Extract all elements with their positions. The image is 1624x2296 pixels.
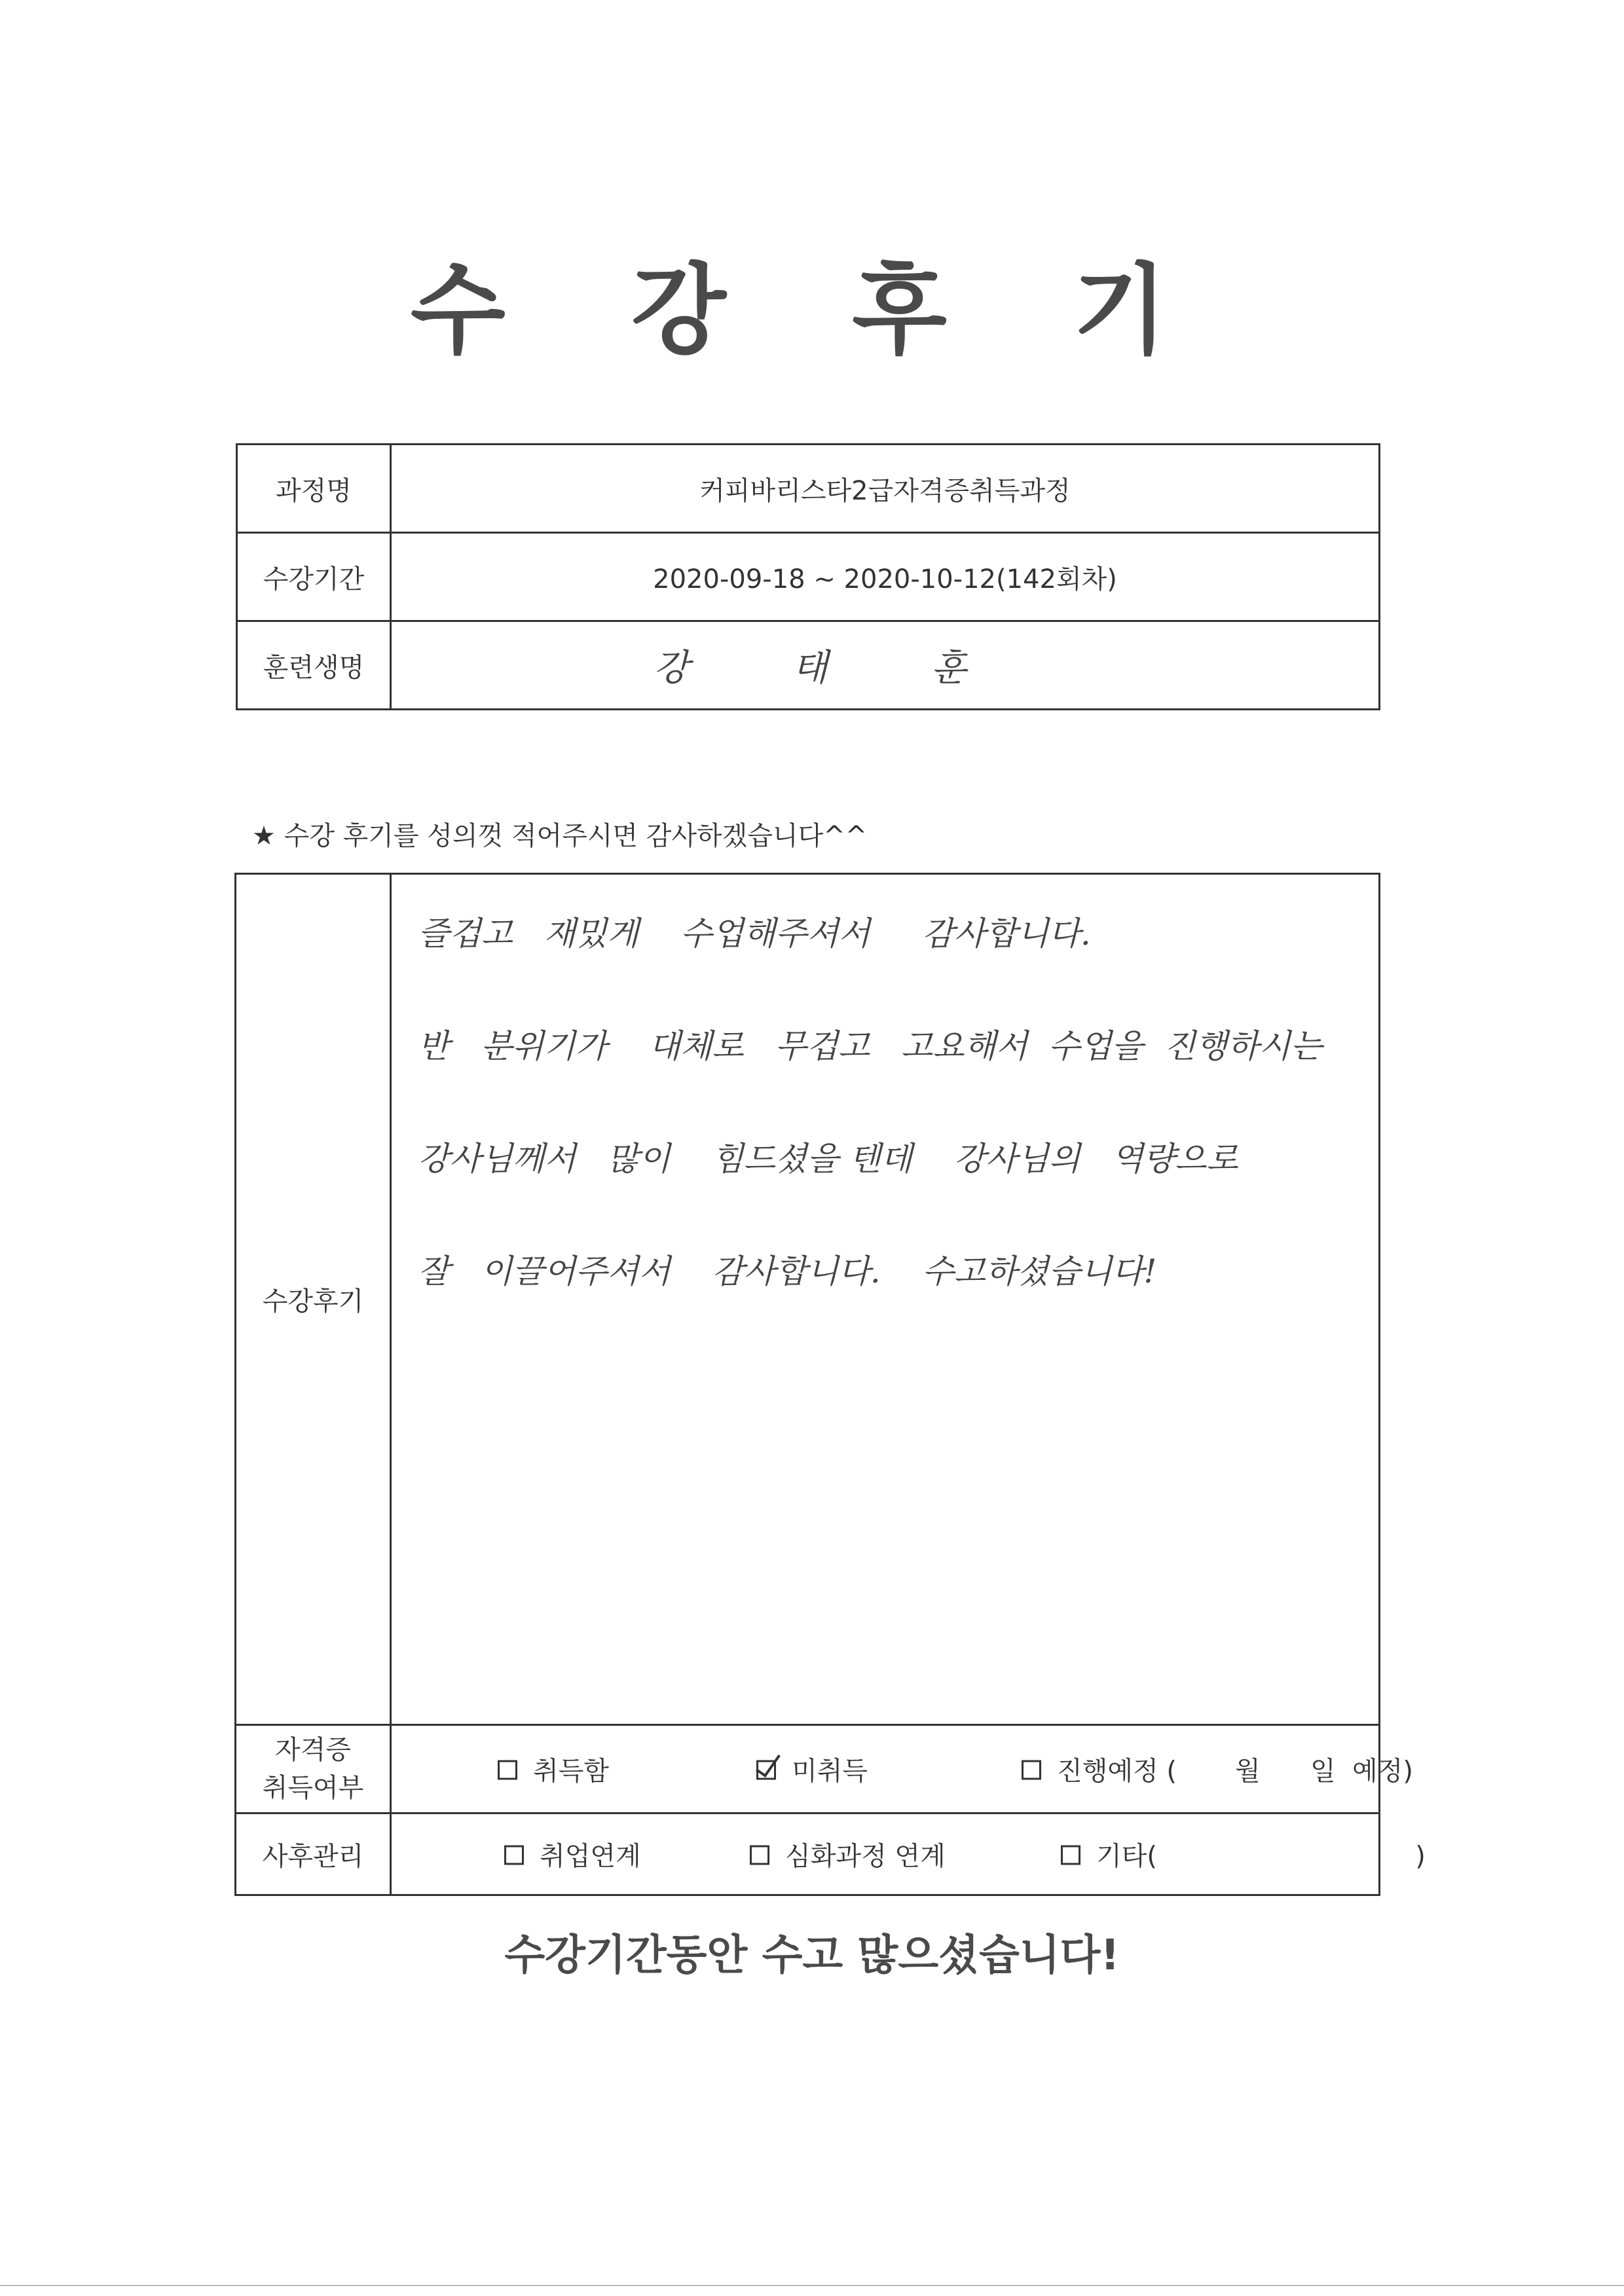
cert-option-acquired-label: 취득함 bbox=[533, 1756, 610, 1787]
review-label: 수강후기 bbox=[236, 874, 391, 1725]
course-name-label: 과정명 bbox=[237, 445, 391, 533]
course-name-value: 커피바리스타2급자격증취득과정 bbox=[391, 445, 1380, 533]
course-info-table bbox=[236, 443, 1380, 710]
review-line-3: 강사님께서 많이 힘드셨을 텐데 강사님의 역량으로 bbox=[418, 1140, 1238, 1178]
checkbox-icon[interactable] bbox=[504, 1846, 524, 1865]
checked-checkbox-icon[interactable] bbox=[756, 1760, 776, 1780]
checkbox-icon[interactable] bbox=[1022, 1760, 1041, 1780]
cert-status-options bbox=[391, 1725, 1413, 1813]
cert-status-label bbox=[236, 1725, 391, 1813]
checkbox-icon[interactable] bbox=[498, 1760, 517, 1780]
instruction-note: ★ 수강 후기를 성의껏 적어주시면 감사하겠습니다^^ bbox=[252, 821, 868, 851]
cert-option-acquired[interactable] bbox=[415, 1721, 609, 1818]
trainee-name-label: 훈련생명 bbox=[237, 621, 391, 710]
cert-status-label-line2: 취득여부 bbox=[262, 1773, 364, 1803]
followup-option-employment-label: 취업연계 bbox=[540, 1841, 641, 1872]
trainee-name-handwritten: 강 태 훈 bbox=[391, 621, 1380, 710]
review-line-4: 잘 이끌어주셔서 감사합니다. 수고하셨습니다! bbox=[418, 1252, 1157, 1290]
followup-option-advanced[interactable] bbox=[667, 1806, 946, 1903]
cert-option-not-acquired-label: 미취득 bbox=[792, 1756, 868, 1787]
checkbox-icon[interactable] bbox=[1061, 1846, 1080, 1865]
cert-option-planned[interactable] bbox=[938, 1721, 1413, 1818]
review-handwritten-text bbox=[391, 874, 1380, 1725]
review-line-1: 즐겁고 재밌게 수업해주셔서 감사합니다. bbox=[418, 915, 1091, 953]
course-period-label: 수강기간 bbox=[237, 533, 391, 621]
followup-option-other[interactable] bbox=[978, 1806, 1426, 1903]
scan-edge-line bbox=[0, 2285, 1624, 2286]
document-title: 수 강 후 기 bbox=[410, 254, 1214, 368]
course-period-value: 2020-09-18 ~ 2020-10-12(142회차) bbox=[391, 533, 1380, 621]
checkbox-icon[interactable] bbox=[750, 1846, 769, 1865]
followup-label: 사후관리 bbox=[236, 1813, 391, 1895]
followup-option-advanced-label: 심화과정 연계 bbox=[785, 1841, 946, 1872]
closing-message: 수강기간동안 수고 많으셨습니다! bbox=[504, 1931, 1120, 1980]
cert-option-not-acquired[interactable] bbox=[673, 1721, 868, 1818]
followup-option-employment[interactable] bbox=[421, 1806, 641, 1903]
followup-options bbox=[391, 1813, 1426, 1895]
followup-option-other-label: 기타( ) bbox=[1096, 1841, 1426, 1872]
cert-status-label-line1: 자격증 bbox=[275, 1735, 351, 1765]
cert-option-planned-label: 진행예정 ( 월 일 예정) bbox=[1057, 1756, 1413, 1787]
review-table bbox=[234, 873, 1426, 1896]
review-line-2: 반 분위기가 대체로 무겁고 고요해서 수업을 진행하시는 bbox=[418, 1027, 1323, 1065]
